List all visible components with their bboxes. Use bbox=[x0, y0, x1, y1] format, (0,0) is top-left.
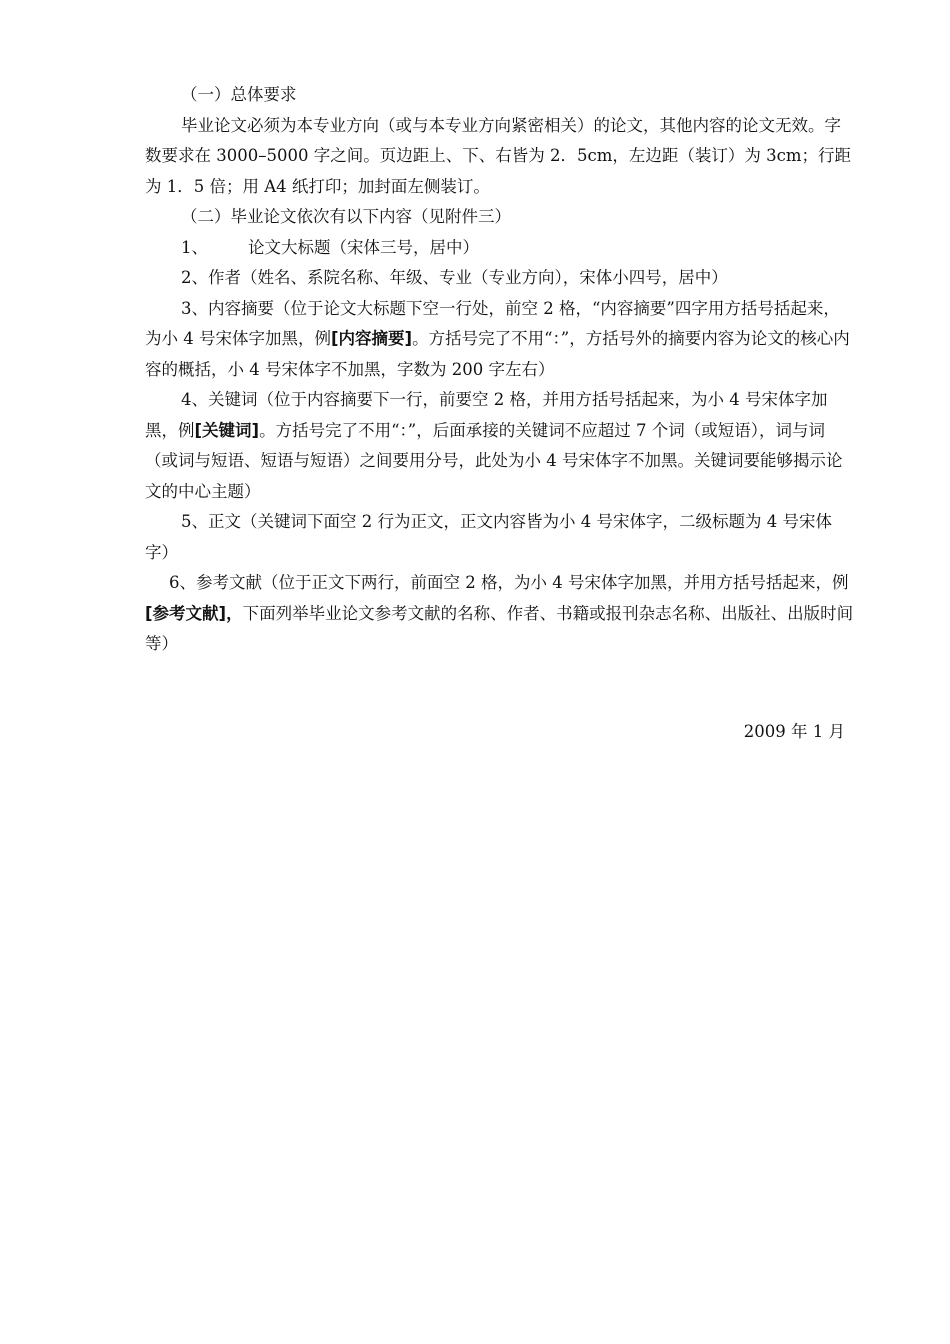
section-title-contents: （二）毕业论文依次有以下内容（见附件三） bbox=[181, 207, 511, 226]
paragraph-general-requirements: 毕业论文必须为本专业方向（或与本专业方向紧密相关）的论文，其他内容的论文无效。字数要求在 3000–5000 字之间。页边距上、下、右皆为 2．5cm，左边距（装订）为 3cm；行距为 1．5 倍；用 A4 纸打印；加封面左侧装订。 bbox=[145, 115, 851, 196]
references-text-post: 下面列举毕业论文参考文献的名称、作者、书籍或报刊杂志名称、出版社、出版时间等） bbox=[145, 603, 854, 653]
abstract-text-post: 。方括号完了不用“：”，方括号外的摘要内容为论文的核心内容的概括，小 4 号宋体字不加黑，字数为 200 字左右） bbox=[145, 329, 850, 379]
keywords-text-pre: 4、关键词（位于内容摘要下一行，前要空 2 格，并用方括号括起来，为小 4 号宋体字加黑，例 bbox=[145, 390, 828, 440]
list-item-text: 论文大标题（宋体三号，居中） bbox=[248, 237, 479, 257]
list-item-references bbox=[145, 568, 855, 660]
list-item-keywords bbox=[145, 385, 855, 507]
list-item-title bbox=[145, 233, 855, 264]
references-text-pre: 6、参考文献（位于正文下两行，前面空 2 格，为小 4 号宋体字加黑，并用方括号括起来，例 bbox=[169, 573, 849, 592]
section-title-general-requirements: （一）总体要求 bbox=[181, 85, 297, 104]
abstract-bold-label: [内容摘要] bbox=[331, 329, 413, 348]
list-item-body: 5、正文（关键词下面空 2 行为正文，正文内容皆为小 4 号宋体字，二级标题为 4 号宋体字） bbox=[145, 512, 832, 562]
list-item-number: 1、 bbox=[181, 237, 208, 257]
document-body bbox=[145, 80, 855, 660]
keywords-bold-label: [关键词] bbox=[194, 420, 260, 440]
keywords-text-post: 。方括号完了不用“：”，后面承接的关键词不应超过 7 个词（或短语），词与词（或词与短语、短语与短语）之间要用分号，此处为小 4 号宋体字不加黑。关键词要能够揭示论文的中心主题） bbox=[145, 420, 843, 501]
abstract-text-pre: 3、内容摘要（位于论文大标题下空一行处，前空 2 格，“内容摘要”四字用方括号括起来，为小 4 号宋体字加黑，例 bbox=[145, 298, 840, 348]
document-date: 2009 年 1 月 bbox=[743, 722, 845, 741]
list-item-abstract bbox=[145, 294, 855, 386]
references-bold-label: [参考文献]， bbox=[145, 603, 243, 623]
list-item-author: 2、作者（姓名、系院名称、年级、专业（专业方向），宋体小四号，居中） bbox=[181, 268, 728, 287]
